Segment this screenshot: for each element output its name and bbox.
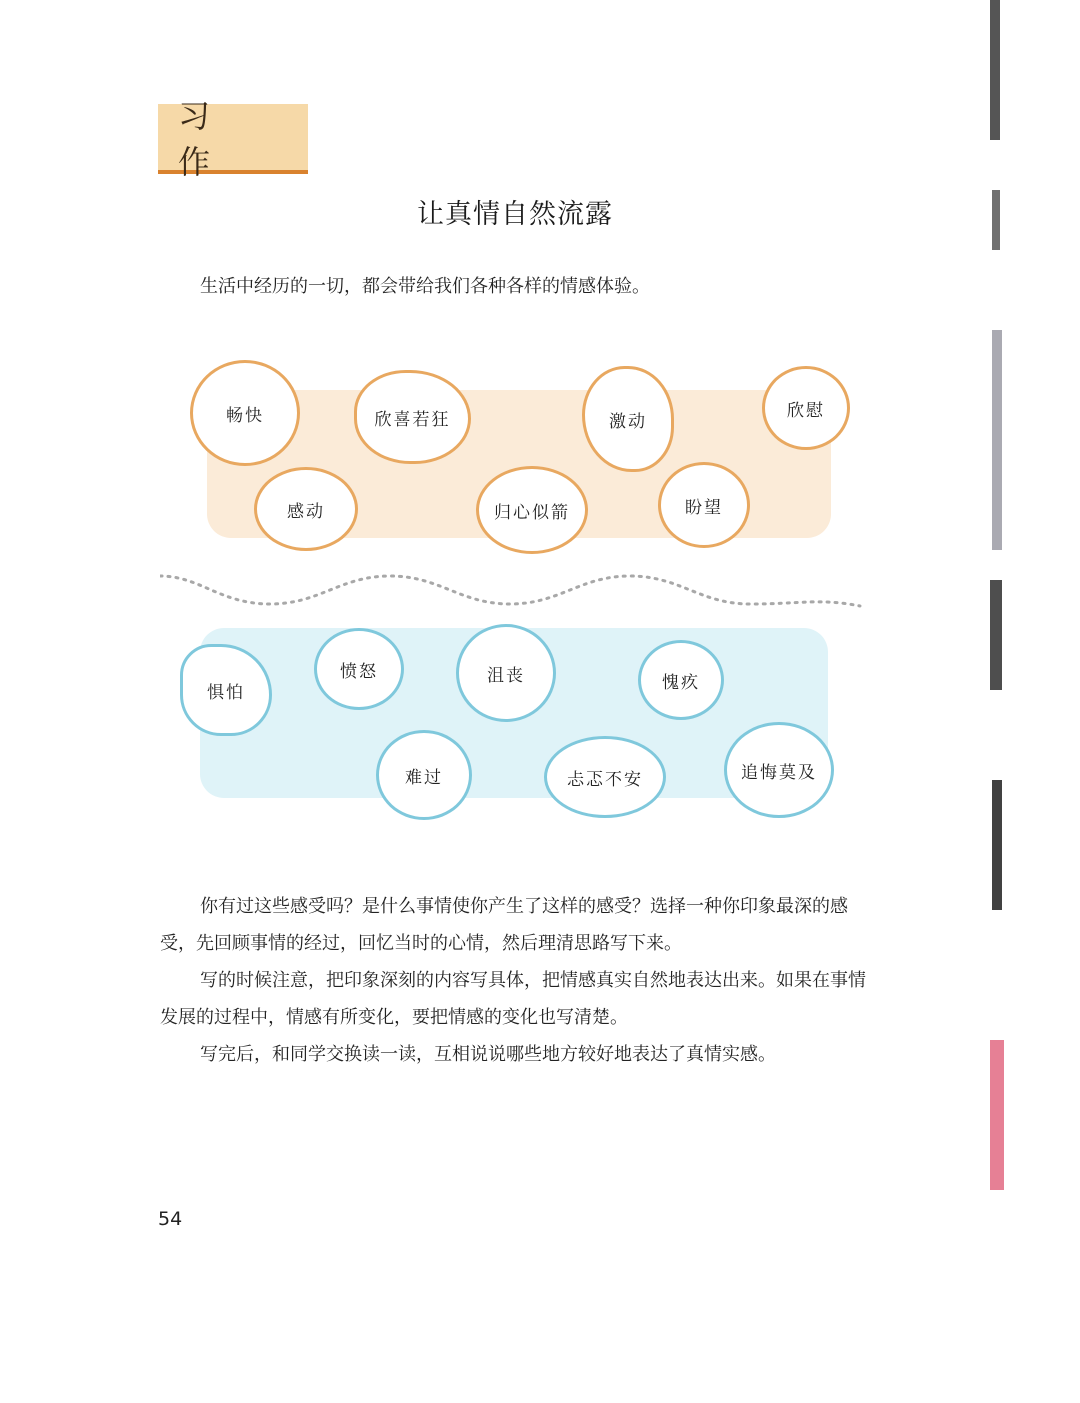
emotion-bubble-guixinsijian: 归心似箭 bbox=[476, 466, 588, 554]
emotion-bubble-panwang: 盼望 bbox=[658, 462, 750, 548]
emotion-bubble-nanguo: 难过 bbox=[376, 730, 472, 820]
intro-text: 生活中经历的一切，都会带给我们各种各样的情感体验。 bbox=[200, 276, 650, 297]
body-paragraph: 写的时候注意，把印象深刻的内容写具体，把情感真实自然地表达出来。如果在事情发展的过程中，情感有所变化，要把情感的变化也写清楚。 bbox=[160, 970, 866, 1028]
page-number: 54 bbox=[158, 1208, 183, 1230]
section-badge bbox=[158, 97, 308, 181]
emotion-bubble-kuijiu: 愧疚 bbox=[638, 640, 724, 720]
emotion-bubble-tantebuan: 忐忑不安 bbox=[544, 736, 666, 818]
body-paragraph: 你有过这些感受吗？是什么事情使你产生了这样的感受？选择一种你印象最深的感受，先回顾事情的经过，回忆当时的心情，然后理清思路写下来。 bbox=[160, 896, 848, 954]
emotion-bubble-jidong: 激动 bbox=[582, 366, 674, 472]
emotion-bubble-zhuihuimoji: 追悔莫及 bbox=[724, 722, 834, 818]
wavy-dotted-divider bbox=[160, 568, 870, 612]
page-title: 让真情自然流露 bbox=[417, 199, 613, 230]
emotion-bubble-jupa: 惧怕 bbox=[180, 644, 272, 736]
emotion-bubble-gandong: 感动 bbox=[254, 467, 358, 551]
body-paragraph: 写完后，和同学交换读一读，互相说说哪些地方较好地表达了真情实感。 bbox=[200, 1044, 776, 1065]
section-label: 习 作 bbox=[178, 97, 237, 181]
emotion-bubble-jusang: 沮丧 bbox=[456, 624, 556, 722]
emotion-bubble-xinwei: 欣慰 bbox=[762, 366, 850, 450]
emotion-bubble-fennu: 愤怒 bbox=[314, 628, 404, 710]
facing-page-edge bbox=[988, 0, 1004, 1210]
emotion-bubble-xinxiruokuang: 欣喜若狂 bbox=[354, 370, 471, 464]
emotion-bubble-changkuai: 畅快 bbox=[190, 360, 300, 466]
